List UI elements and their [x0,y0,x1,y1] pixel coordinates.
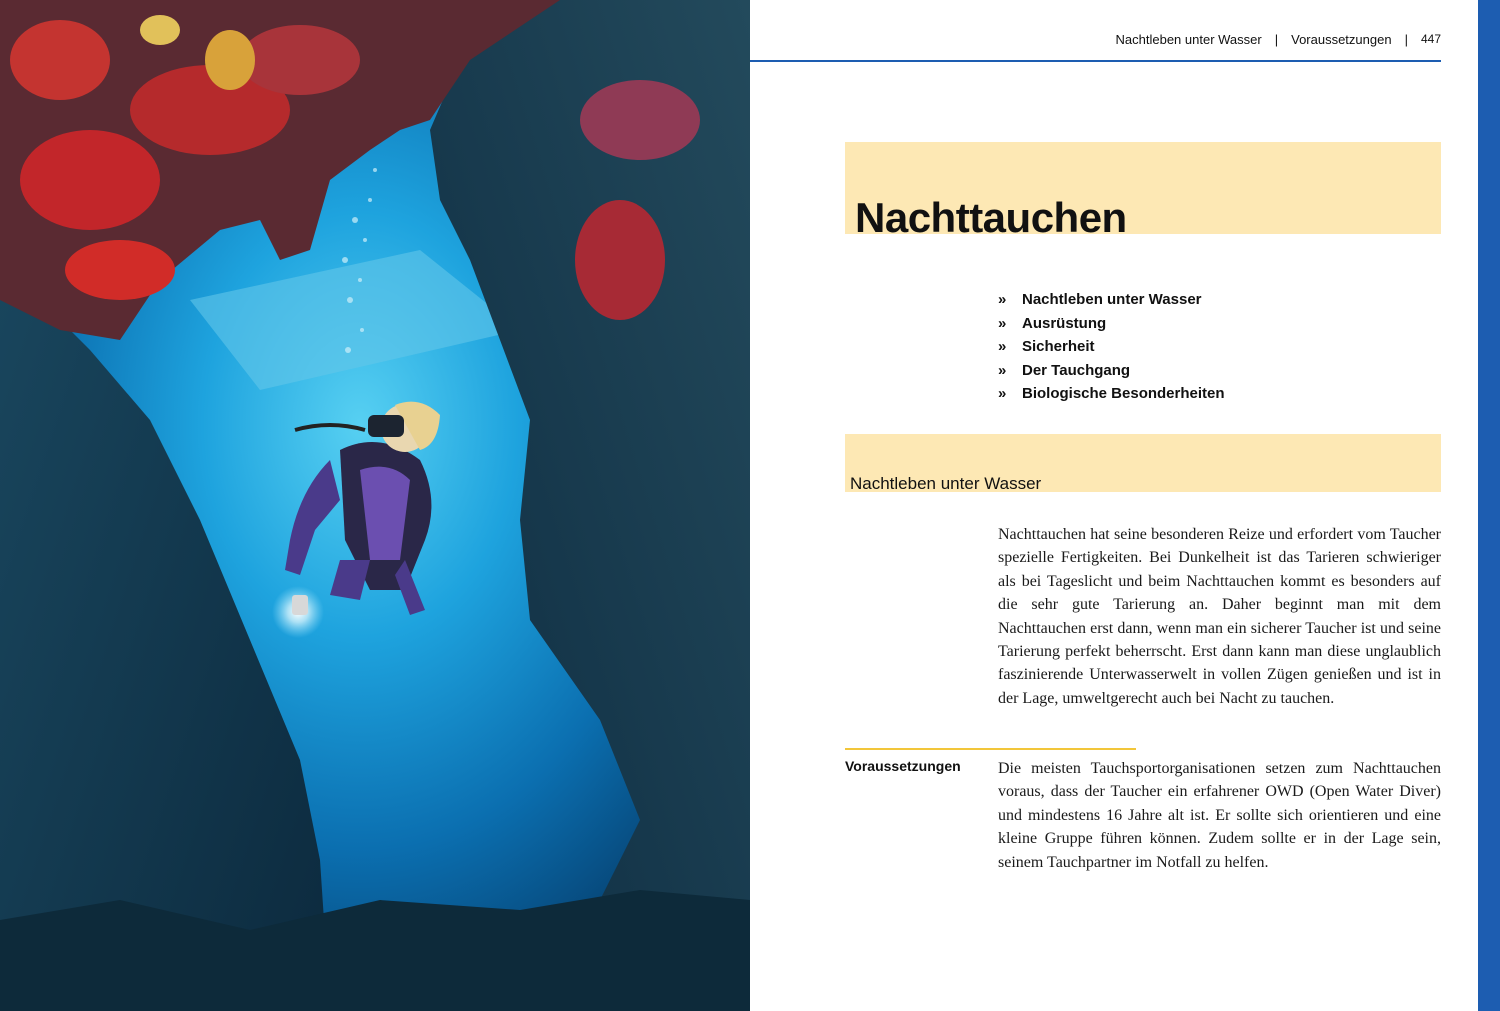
section-title: Nachtleben unter Wasser [850,474,1042,493]
margin-rule [845,748,1136,750]
intro-paragraph: Nachttauchen hat seine besonderen Reize und erfordert vom Taucher spezielle Fertigkeiten. Bei Dunkelheit ist das Tarieren schwieriger als bei Tageslicht und beim Nachttauchen kommt es besonders auf die sehr gute Tarierung an. Daher beginnt man mit dem Nachttauchen erst dann, wenn man ein sicherer Taucher ist und seine Tarierung perfekt beherrscht. Erst dann kann man diese unglaublich faszinierende Unterwasserwelt in vollen Zügen genießen und ist in der Lage, umweltgerecht auch bei Nacht zu tauchen. [998,526,1441,707]
chevron-icon: » [998,361,1007,379]
reef-floor [0,890,750,1011]
toc-item [998,335,1225,359]
toc-item-label: Sicherheit [1022,338,1095,355]
toc-item-label: Ausrüstung [1022,314,1107,332]
chapter-contents [998,288,1225,406]
toc-item-label: Nachtleben unter Wasser [1022,291,1202,308]
toc-item [998,288,1225,312]
requirements-paragraph: Die meisten Tauchsportorganisationen setzen zum Nachttauchen voraus, dass der Taucher ein erfahrener OWD (Open Water Diver) und mindestens 16 Jahre alt ist. Er sollte sich orientieren und eine kleine Gruppe führen können. Zudem sollte er in der Lage sein, seinem Tauchpartner im Notfall zu helfen. [998,760,1441,871]
chevron-icon: » [998,314,1007,332]
chevron-icon: » [998,338,1007,355]
header-section: Nachtleben unter Wasser [1115,31,1262,47]
toc-item-label: Der Tauchgang [1022,361,1131,379]
chevron-icon: » [998,291,1007,308]
header-separator: | [1274,31,1279,47]
running-header [1116,29,1441,49]
toc-item [998,382,1225,406]
chevron-icon: » [998,385,1007,402]
chapter-title: Nachttauchen [855,194,1127,241]
header-rule [750,60,1441,62]
header-separator-2: | [1404,31,1408,47]
margin-label: Voraussetzungen [845,758,961,774]
header-subsection: Voraussetzungen [1291,31,1392,47]
toc-item-label: Biologische Besonderheiten [1022,385,1225,402]
toc-item [998,312,1225,336]
thumb-index-bar [1478,0,1500,1011]
page-number: 447 [1420,32,1441,46]
toc-item [998,359,1225,383]
